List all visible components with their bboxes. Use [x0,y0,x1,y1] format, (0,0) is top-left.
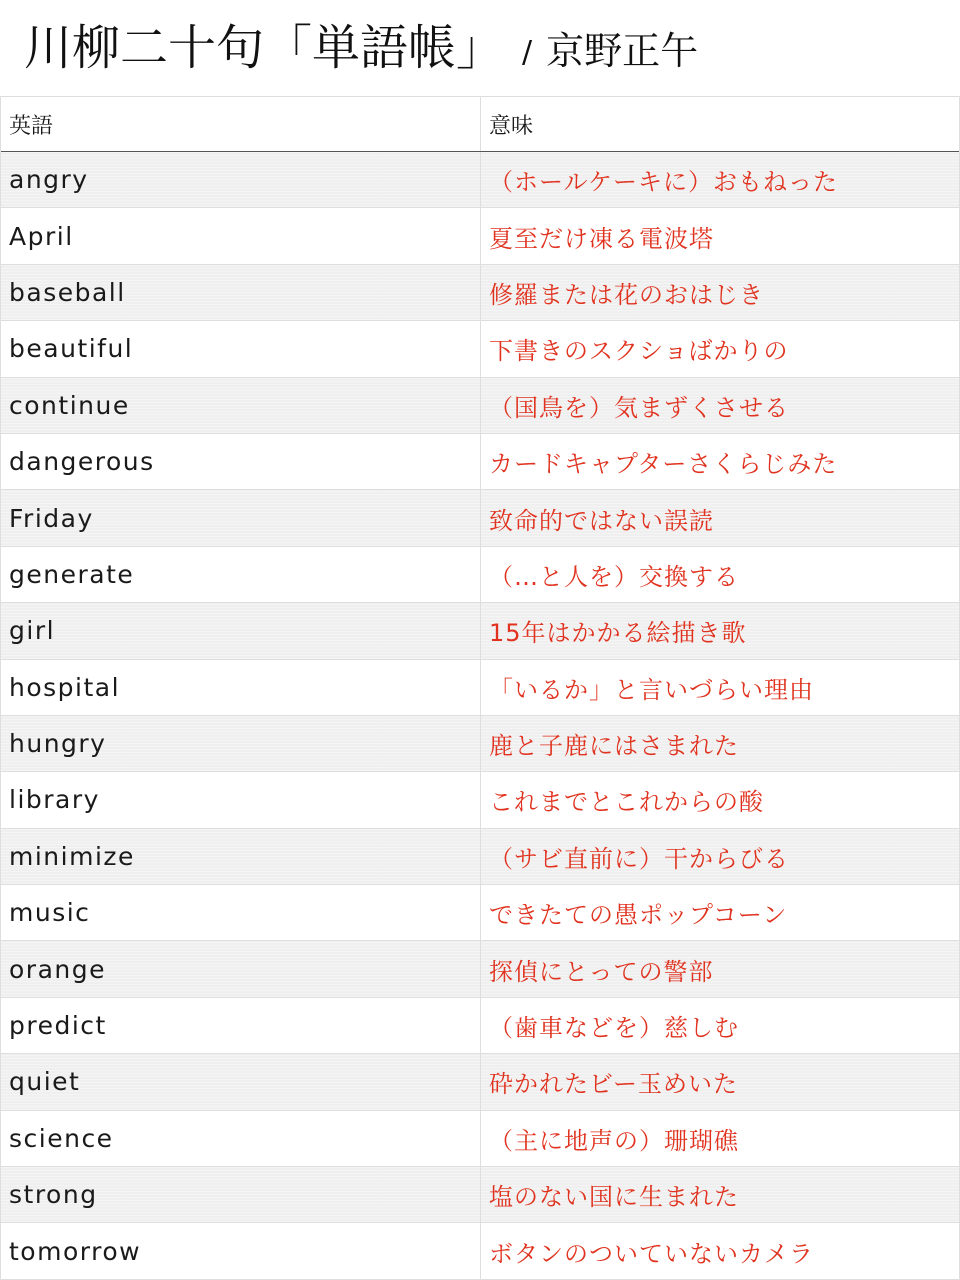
table-row [1,603,959,659]
english-word-cell: baseball [1,265,481,320]
english-word-cell: Friday [1,490,481,545]
header-english: 英語 [1,97,481,151]
english-word-cell: orange [1,941,481,996]
english-word-cell: library [1,772,481,827]
table-row [1,829,959,885]
page-header [0,0,960,96]
english-word-cell: girl [1,603,481,658]
meaning-cell: （歯車などを）慈しむ [489,1014,739,1043]
meaning-cell: 15年はかかる絵描き歌 [489,619,747,648]
meaning-cell: 探偵にとっての警部 [489,957,714,986]
table-row [1,152,959,208]
meaning-cell: （…と人を）交換する [489,562,739,591]
english-word-cell: continue [1,378,481,433]
table-row [1,547,959,603]
meaning-cell: （主に地声の）珊瑚礁 [489,1126,739,1155]
english-word-cell: predict [1,998,481,1053]
header-meaning: 意味 [489,113,534,139]
meaning-cell: 修羅または花のおはじき [489,280,764,309]
english-word-cell: music [1,885,481,940]
table-row [1,885,959,941]
table-body [1,152,959,1280]
table-row [1,716,959,772]
table-row [1,1054,959,1110]
table-row [1,434,959,490]
meaning-cell: ボタンのついていないカメラ [489,1239,814,1268]
table-row [1,1111,959,1167]
english-word-cell: beautiful [1,321,481,376]
table-row [1,660,959,716]
english-word-cell: hospital [1,660,481,715]
english-word-cell: tomorrow [1,1223,481,1278]
table-row [1,998,959,1054]
meaning-cell: （ホールケーキに）おもねった [489,168,839,197]
table-row [1,1167,959,1223]
table-row [1,321,959,377]
table-row [1,208,959,264]
english-word-cell: April [1,208,481,263]
english-word-cell: dangerous [1,434,481,489]
table-row [1,941,959,997]
meaning-cell: （サビ直前に）干からびる [489,844,789,873]
english-word-cell: generate [1,547,481,602]
meaning-cell: 「いるか」と言いづらい理由 [489,675,814,704]
meaning-cell: 致命的ではない誤読 [489,506,714,535]
english-word-cell: minimize [1,829,481,884]
meaning-cell: できたての愚ポップコーン [489,901,788,930]
table-row [1,265,959,321]
table-row [1,378,959,434]
english-word-cell: quiet [1,1054,481,1109]
meaning-cell: 塩のない国に生まれた [489,1183,739,1212]
meaning-cell: これまでとこれからの酸 [489,788,764,817]
table-row [1,1223,959,1279]
table-header-row [1,96,959,152]
vocabulary-table [0,96,960,1280]
english-word-cell: hungry [1,716,481,771]
english-word-cell: strong [1,1167,481,1222]
title-separator: / [522,35,533,70]
table-row [1,772,959,828]
meaning-cell: カードキャプターさくらじみた [489,450,838,479]
title-author: 京野正午 [546,29,699,73]
title-main: 川柳二十句「単語帳」 [24,20,505,76]
table-row [1,490,959,546]
meaning-cell: 夏至だけ凍る電波塔 [489,224,714,253]
meaning-cell: 下書きのスクショばかりの [489,337,789,366]
english-word-cell: angry [1,152,481,207]
english-word-cell: science [1,1111,481,1166]
page-title [24,18,698,85]
meaning-cell: 砕かれたビー玉めいた [489,1070,739,1099]
meaning-cell: （国鳥を）気まずくさせる [489,393,789,422]
meaning-cell: 鹿と子鹿にはさまれた [489,732,739,761]
